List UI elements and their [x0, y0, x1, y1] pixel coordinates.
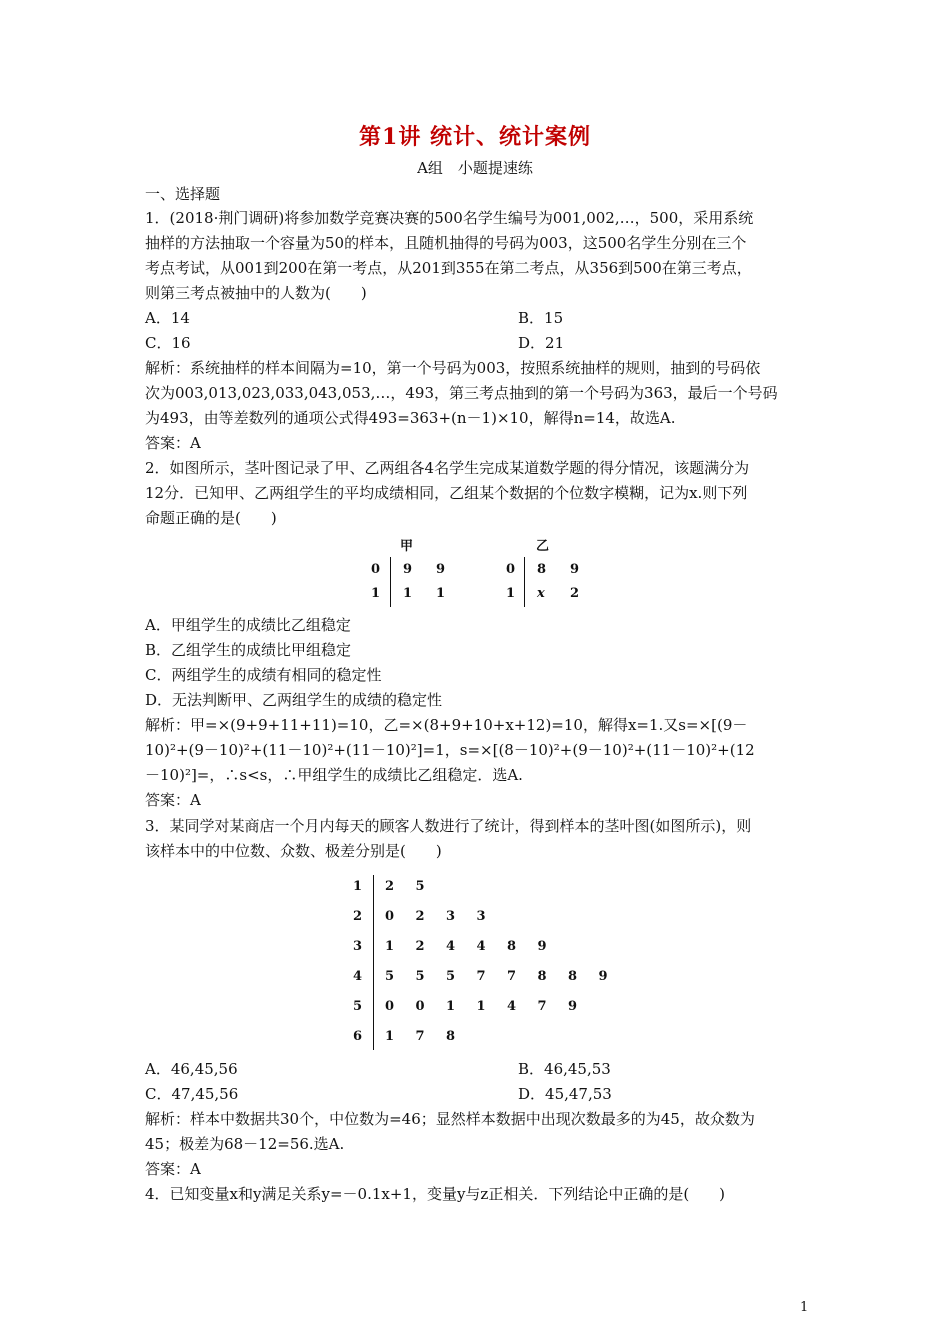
page-number: 1	[800, 1300, 809, 1315]
q3-leaf: 0	[385, 909, 395, 924]
q3-analysis: 45；极差为68－12=56.选A.	[145, 1135, 345, 1153]
q2-jia-stem: 1	[371, 586, 381, 601]
q3-option-d: D．45,47,53	[518, 1085, 612, 1103]
q3-leaf: 1	[446, 999, 456, 1014]
q3-leaf: 1	[385, 939, 395, 954]
q3-divider	[373, 875, 374, 1050]
q2-answer: 答案：A	[145, 791, 201, 809]
q3-leaf: 5	[446, 969, 456, 984]
q2-analysis: 解析：甲=×(9+9+11+11)=10，乙=×(8+9+10+x+12)=10，解得x=1.又s=×[(9－	[145, 716, 748, 734]
q3-option-b: B．46,45,53	[518, 1060, 611, 1078]
q2-group-jia-label: 甲	[400, 539, 414, 554]
q3-leaf: 1	[385, 1029, 395, 1044]
q1-analysis: 解析：系统抽样的样本间隔为=10，第一个号码为003，按照系统抽样的规则，抽到的号码依	[145, 359, 761, 377]
q3-stem: 6	[353, 1029, 363, 1044]
q3-leaf: 7	[476, 969, 486, 984]
q3-line: 3．某同学对某商店一个月内每天的顾客人数进行了统计，得到样本的茎叶图(如图所示)，则	[145, 817, 752, 835]
q2-jia-leaf: 9	[436, 562, 446, 577]
q3-leaf: 7	[415, 1029, 425, 1044]
q2-option-a: A．甲组学生的成绩比乙组稳定	[145, 616, 351, 634]
q3-leaf: 4	[507, 999, 517, 1014]
q2-analysis: 10)²+(9－10)²+(11－10)²+(11－10)²]=1，s=×[(8－10)²+(9－10)²+(11－10)²+(12	[145, 741, 755, 759]
q2-group-yi-label: 乙	[536, 539, 550, 554]
q1-option-a: A．14	[145, 309, 190, 327]
q3-leaf: 5	[385, 969, 395, 984]
q3-stem: 5	[353, 999, 363, 1014]
q3-option-a: A．46,45,56	[145, 1060, 238, 1078]
q3-leaf: 2	[385, 879, 395, 894]
q3-leaf: 8	[446, 1029, 456, 1044]
q2-yi-leaf: 8	[537, 562, 547, 577]
q3-leaf: 4	[446, 939, 456, 954]
q1-analysis: 次为003,013,023,033,043,053,…，493，第三考点抽到的第一个号码为363，最后一个号码	[145, 384, 778, 402]
q3-stem: 3	[353, 939, 363, 954]
q3-leaf: 3	[446, 909, 456, 924]
section-heading: 一、选择题	[145, 185, 221, 203]
page-subtitle: A组 小题提速练	[417, 159, 533, 177]
q3-leaf: 5	[415, 969, 425, 984]
q3-line: 该样本中的中位数、众数、极差分别是( )	[145, 842, 442, 860]
page-title: 第1讲 统计、统计案例	[359, 124, 591, 150]
q1-line: 抽样的方法抽取一个容量为50的样本，且随机抽得的号码为003，这500名学生分别在三个	[145, 234, 747, 252]
q3-leaf: 7	[537, 999, 547, 1014]
q2-jia-stem: 0	[371, 562, 381, 577]
q2-jia-leaf: 1	[403, 586, 413, 601]
q2-option-b: B．乙组学生的成绩比甲组稳定	[145, 641, 352, 659]
q1-line: 1．(2018·荆门调研)将参加数学竞赛决赛的500名学生编号为001,002,…，500，采用系统	[145, 209, 754, 227]
q3-stem: 1	[353, 879, 363, 894]
q3-stem: 4	[353, 969, 363, 984]
q3-analysis: 解析：样本中数据共30个，中位数为=46；显然样本数据中出现次数最多的为45，故众数为	[145, 1110, 755, 1128]
q3-leaf: 8	[507, 939, 517, 954]
q3-leaf: 9	[568, 999, 578, 1014]
q3-stem: 2	[353, 909, 363, 924]
q3-leaf: 9	[598, 969, 608, 984]
q3-leaf: 1	[476, 999, 486, 1014]
q2-line: 2．如图所示，茎叶图记录了甲、乙两组各4名学生完成某道数学题的得分情况，该题满分为	[145, 459, 750, 477]
q4-line: 4．已知变量x和y满足关系y=－0.1x+1，变量y与z正相关．下列结论中正确的是( )	[145, 1185, 726, 1203]
q2-yi-leaf: 2	[570, 586, 580, 601]
q2-yi-stem: 0	[506, 562, 516, 577]
q1-analysis: 为493，由等差数列的通项公式得493=363+(n－1)×10，解得n=14，故选A.	[145, 409, 676, 427]
q2-option-c: C．两组学生的成绩有相同的稳定性	[145, 666, 382, 684]
q2-yi-leaf: 9	[570, 562, 580, 577]
q3-leaf: 8	[537, 969, 547, 984]
q3-option-c: C．47,45,56	[145, 1085, 239, 1103]
q2-option-d: D．无法判断甲、乙两组学生的成绩的稳定性	[145, 691, 443, 709]
q2-jia-leaf: 9	[403, 562, 413, 577]
q3-leaf: 9	[537, 939, 547, 954]
q3-leaf: 2	[415, 939, 425, 954]
q2-yi-leaf: x	[537, 586, 545, 601]
q3-leaf: 0	[385, 999, 395, 1014]
q1-option-c: C．16	[145, 334, 191, 352]
q2-analysis: －10)²]=，∴s<s，∴甲组学生的成绩比乙组稳定．选A.	[145, 766, 523, 784]
q3-leaf: 5	[415, 879, 425, 894]
q1-option-d: D．21	[518, 334, 565, 352]
q1-option-b: B．15	[518, 309, 564, 327]
q1-line: 考点考试，从001到200在第一考点，从201到355在第二考点，从356到500在第三考点，	[145, 259, 752, 277]
q3-leaf: 4	[476, 939, 486, 954]
q2-jia-leaf: 1	[436, 586, 446, 601]
q3-answer: 答案：A	[145, 1160, 201, 1178]
q3-leaf: 7	[507, 969, 517, 984]
q1-line: 则第三考点被抽中的人数为( )	[145, 284, 367, 302]
q3-leaf: 2	[415, 909, 425, 924]
q3-leaf: 0	[415, 999, 425, 1014]
q2-yi-stem: 1	[506, 586, 516, 601]
q2-line: 12分．已知甲、乙两组学生的平均成绩相同，乙组某个数据的个位数字模糊，记为x.则下列	[145, 484, 748, 502]
q3-leaf: 8	[568, 969, 578, 984]
q2-line: 命题正确的是( )	[145, 509, 277, 527]
q1-answer: 答案：A	[145, 434, 201, 452]
q3-leaf: 3	[476, 909, 486, 924]
